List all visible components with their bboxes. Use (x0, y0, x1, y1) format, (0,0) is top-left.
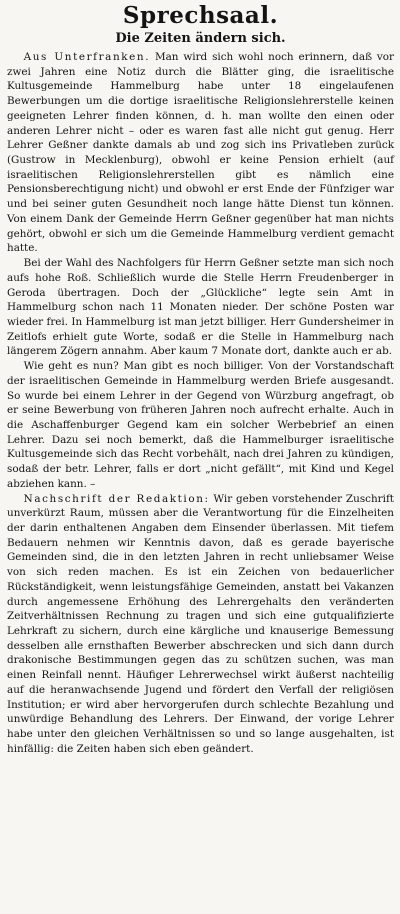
article-paragraph-2 (7, 256, 394, 359)
editorial-postscript (7, 492, 394, 757)
paragraph-text: Man wird sich wohl noch erinnern, daß vor zwei Jahren eine Notiz durch die Blätter ging, die israelitische Kultusgemeinde Hammelburg habe unter 18 eingelaufenen Bewerbungen um die dortige israelitische Religionslehrerstelle keinen geeigneten Lehrer finden können, d. h. man wollte den einen oder anderen Lehrer nicht – oder es waren fast alle nicht gut genug. Herr Lehrer Geßner dankte damals ab und zog sich ins Privatleben zurück (Gustrow in Mecklenburg), obwohl er keine Pension erhielt (auf israelitischen Religionslehrerstellen gibt es nämlich eine Pensionsberechtigung nicht) und obwohl er erst Ende der Fünfziger war und bei seiner guten Gesundheit noch lange hätte Dienst tun können. Von einem Dank der Gemeinde Herrn Geßner gegenüber hat man nichts gehört, obwohl er sich um die Gemeinde Hammelburg verdient gemacht hatte. (7, 51, 394, 255)
paragraph-text: Wie geht es nun? Man gibt es noch billiger. Von der Vorstandschaft der israelitischen Gemeinde in Hammelburg werden Briefe ausgesandt. So wurde bei einem Lehrer in der Gegend von Würzburg angefragt, ob er seine Bewerbung von früheren Jahren noch aufrecht erhalte. Auch in die Aschaffenburger Gegend kam ein solcher Werbebrief an einen Lehrer. Dazu sei noch bemerkt, daß die Hammelburger israelitische Kultusgemeinde sich das Recht vorbehält, nach drei Jahren zu kündigen, sodaß der betr. Lehrer, falls er dort „nicht gefällt“, mit Kind und Kegel abziehen kann. – (7, 360, 394, 490)
article-paragraph-1 (7, 50, 394, 256)
article-paragraph-3 (7, 359, 394, 491)
postscript-lead: Nachschrift der Redaktion: (23, 492, 210, 505)
dateline: Aus Unterfranken. (23, 51, 151, 63)
section-title: Sprechsaal. (122, 2, 279, 29)
paragraph-text: Wir geben vorstehender Zuschrift unverkürzt Raum, müssen aber die Verantwortung für die Einzelheiten der darin enthaltenen Angaben dem Einsender überlassen. Mit tiefem Bedauern nehmen wir Kenntnis davon, daß es gerade bayerische Gemeinden sind, die in den letzten Jahren in recht unliebsamer Weise von sich reden machen. Es ist ein Zeichen von bedauerlicher Rückständigkeit, wenn leistungsfähige Gemeinden, anstatt bei Vakanzen durch angemessene Erhöhung des Lehrergehalts den veränderten Zeitverhältnissen Rechnung zu tragen und sich eine gutqualifizierte Lehrkraft zu sichern, durch eine kärgliche und knauserige Bemessung desselben alle ernsthaften Bewerber abschrecken und sich dann durch drakonische Bestimmungen gegen das zu schützen suchen, was man einen Reinfall nennt. Häufiger Lehrerwechsel wirkt äußerst nachteilig auf die heranwachsende Jugend und fördert den Verfall der religiösen Institution; er wird aber hervorgerufen durch schlechte Bezahlung und unwürdige Behandlung des Lehrers. Der Einwand, der vorige Lehrer habe unter den gleichen Verhältnissen so und so lange ausgehalten, ist hinfällig: die Zeiten haben sich eben geändert. (7, 492, 394, 755)
paragraph-text: Bei der Wahl des Nachfolgers für Herrn Geßner setzte man sich noch aufs hohe Roß. Schließlich wurde die Stelle Herrn Freudenberger in Geroda übertragen. Doch der „Glückliche“ legte sein Amt in Hammelburg schon nach 11 Monaten nieder. Der schöne Posten war wieder frei. In Hammelburg ist man jetzt billiger. Herr Gundersheimer in Zeitlofs erhielt gute Worte, sodaß er die Stelle in Hammelburg nach längerem Zögern annahm. Aber kaum 7 Monate dort, dankte auch er ab. (7, 257, 394, 358)
article-headline: Die Zeiten ändern sich. (115, 31, 286, 46)
